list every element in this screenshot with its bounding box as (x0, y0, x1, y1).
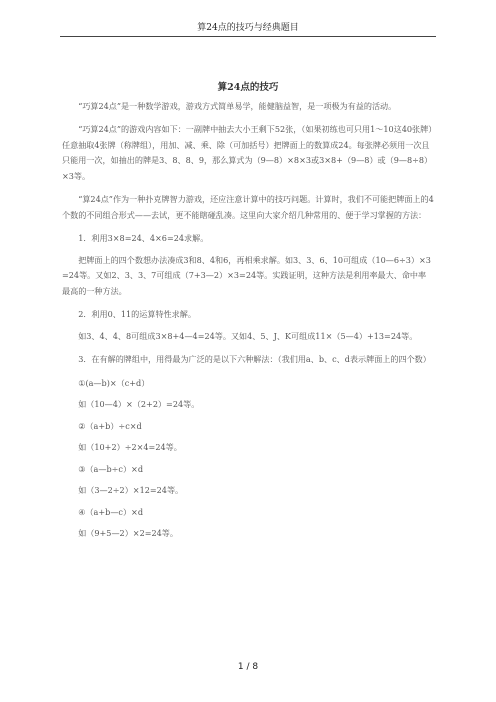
example-1: 如（10—4）×（2+2）=24等。 (78, 399, 200, 409)
paragraph-rules: “巧算24点”的游戏内容如下：一副牌中抽去大小王剩下52张，（如果初练也可只用1～10这40张牌）任意抽取4张牌（称牌组），用加、减、乘、除（可加括号）把牌面上的数算成24。每张牌必须用一次且只能用一次，如抽出的牌是3、8、8、9，那么算式为（9—8）×8×3或3×8+（9—8）或（9—8÷8）×3等。 (62, 124, 433, 181)
paragraph-tips: “算24点”作为一种扑克牌智力游戏，还应注意计算中的技巧问题。计算时，我们不可能把牌面上的4个数的不同组合形式——去试，更不能瞎碰乱凑。这里向大家介绍几种常用的、便于学习掌握的方法： (62, 194, 434, 220)
formula-2: ②（a+b）÷c×d (78, 420, 142, 431)
formula-1: ①(a—b)×（c+d） (78, 377, 150, 388)
page-header: 算24点的技巧与经典题目 (197, 23, 299, 33)
document-body (62, 80, 434, 548)
method-2-body: 如3、4、4、8可组成3×8+4—4=24等。又如4、5、J、K可组成11×（5—4）+13=24等。 (78, 330, 418, 341)
formula-3: ③（a—b÷c）×d (78, 463, 144, 474)
method-1-body: 把牌面上的四个数想办法凑成3和8、4和6，再相乘求解。如3、3、6、10可组成（10—6÷3）×3=24等。又如2、3、3、7可组成（7+3—2）×3=24等。实践证明，这种方法是利用率最大、命中率最高的一种方法。 (62, 254, 431, 296)
method-3-heading: 3．在有解的牌组中，用得最为广泛的是以下六种解法：（我们用a、b、c、d表示牌面上的四个数） (78, 354, 431, 364)
page-number: 1 / 8 (237, 662, 259, 672)
formula-4: ④（a+b—c）×d (78, 506, 144, 517)
example-3: 如（3—2÷2）×12=24等。 (78, 485, 184, 495)
article-title: 算24点的技巧 (217, 82, 279, 93)
paragraph-intro: “巧算24点”是一种数学游戏，游戏方式简单易学，能健脑益智，是一项极为有益的活动。 (78, 100, 397, 111)
example-4: 如（9+5—2）×2=24等。 (78, 528, 178, 538)
header-divider (60, 36, 436, 37)
method-2-heading: 2．利用0、11的运算特性求解。 (78, 309, 196, 319)
example-2: 如（10+2）÷2×4=24等。 (78, 442, 182, 452)
method-1-heading: 1．利用3×8=24、4×6=24求解。 (78, 233, 209, 243)
